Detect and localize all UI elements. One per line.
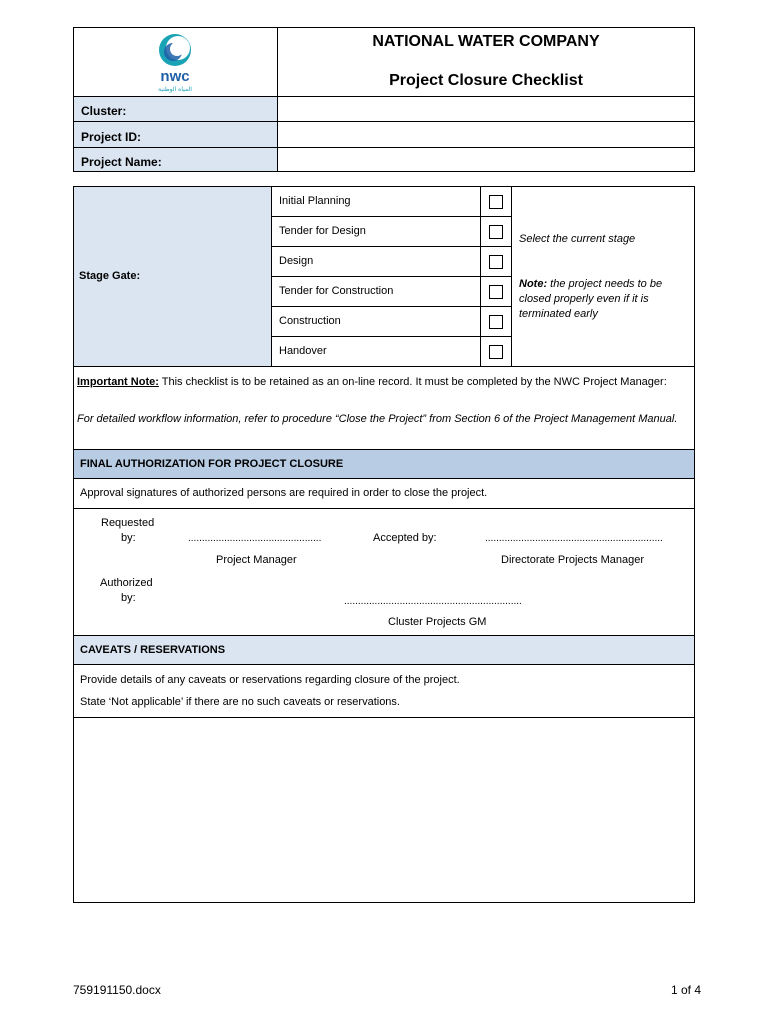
signatures-area xyxy=(74,509,694,635)
authorized-role: Cluster Projects GM xyxy=(388,616,487,628)
stage-row-tender-for-design xyxy=(272,217,512,247)
caveats-text-area[interactable] xyxy=(74,718,694,902)
important-note-cell xyxy=(74,366,694,449)
stage-gate-label-cell xyxy=(74,187,272,366)
stage-name: Design xyxy=(279,255,314,267)
final-authorization-heading: FINAL AUTHORIZATION FOR PROJECT CLOSURE xyxy=(80,458,344,470)
stage-name: Initial Planning xyxy=(279,195,351,207)
stage-row-tender-for-construction xyxy=(272,277,512,307)
approval-instruction: Approval signatures of authorized persons are required in order to close the project. xyxy=(80,487,488,499)
accepted-by-label: Accepted by: xyxy=(373,532,437,544)
footer-filename: 759191150.docx xyxy=(73,983,161,997)
requested-signature-line[interactable]: ................................................ xyxy=(188,533,322,544)
important-note-label: Important Note: xyxy=(77,376,159,388)
stage-instructions-cell xyxy=(512,187,694,366)
workflow-note: For detailed workflow information, refer to procedure “Close the Project” from Section 6 of the Project Management Manual. xyxy=(77,413,678,425)
cluster-label: Cluster: xyxy=(81,104,127,118)
stage-name: Construction xyxy=(279,315,341,327)
header-logo-cell xyxy=(73,27,278,97)
project-name-label: Project Name: xyxy=(81,155,162,169)
stage-name: Tender for Design xyxy=(279,225,366,237)
stage-name: Handover xyxy=(279,345,327,357)
stage-row-construction xyxy=(272,307,512,337)
caveats-instructions-cell xyxy=(74,665,694,718)
logo-arabic: المياه الوطنية xyxy=(158,86,192,93)
stage-checkbox-construction[interactable] xyxy=(489,315,503,329)
caveats-line-2: State ‘Not applicable’ if there are no such caveats or reservations. xyxy=(80,696,400,708)
project-name-field[interactable] xyxy=(277,147,695,172)
note-text: the project needs to be closed properly even if it is terminated early xyxy=(519,278,663,320)
important-note-text: This checklist is to be retained as an on-line record. It must be completed by the NWC Project Manager: xyxy=(158,376,667,388)
authorized-by-label-2: by: xyxy=(121,592,136,604)
accepted-role: Directorate Projects Manager xyxy=(501,554,645,566)
stage-row-design xyxy=(272,247,512,277)
stage-checkbox-tender-for-design[interactable] xyxy=(489,225,503,239)
requested-by-label-1: Requested xyxy=(101,517,155,529)
caveats-heading: CAVEATS / RESERVATIONS xyxy=(80,644,226,656)
stage-note xyxy=(519,277,689,322)
authorized-signature-line[interactable]: ................................................................ xyxy=(344,596,522,607)
footer-page-number: 1 of 4 xyxy=(671,983,702,997)
company-name: NATIONAL WATER COMPANY xyxy=(372,33,600,50)
authorized-by-label-1: Authorized xyxy=(100,577,153,589)
stage-checkbox-handover[interactable] xyxy=(489,345,503,359)
stage-checkbox-tender-for-construction[interactable] xyxy=(489,285,503,299)
stage-checkbox-design[interactable] xyxy=(489,255,503,269)
logo-wordmark: nwc xyxy=(160,68,190,85)
approval-instruction-cell xyxy=(74,479,694,509)
important-note xyxy=(77,375,689,390)
stage-instruction: Select the current stage xyxy=(519,233,636,245)
project-id-field[interactable] xyxy=(277,121,695,148)
stage-row-handover xyxy=(272,337,512,366)
project-id-label-cell xyxy=(73,121,278,148)
requested-role: Project Manager xyxy=(216,554,297,566)
nwc-logo xyxy=(151,32,199,94)
caveats-line-1: Provide details of any caveats or reservations regarding closure of the project. xyxy=(80,674,460,686)
document-title: Project Closure Checklist xyxy=(389,72,583,89)
caveats-heading-cell xyxy=(74,635,694,665)
project-name-label-cell xyxy=(73,147,278,172)
final-authorization-heading-cell xyxy=(74,449,694,479)
stage-checkbox-initial-planning[interactable] xyxy=(489,195,503,209)
requested-by-label-2: by: xyxy=(121,532,136,544)
stage-row-initial-planning xyxy=(272,187,512,217)
nwc-logo-icon xyxy=(151,32,199,94)
header-title-cell xyxy=(277,27,695,97)
cluster-field[interactable] xyxy=(277,96,695,122)
note-label: Note: xyxy=(519,278,548,290)
accepted-signature-line[interactable]: ................................................................ xyxy=(485,533,663,544)
project-id-label: Project ID: xyxy=(81,130,142,144)
cluster-label-cell xyxy=(73,96,278,122)
stage-name: Tender for Construction xyxy=(279,285,394,297)
stage-gate-label: Stage Gate: xyxy=(79,270,141,282)
